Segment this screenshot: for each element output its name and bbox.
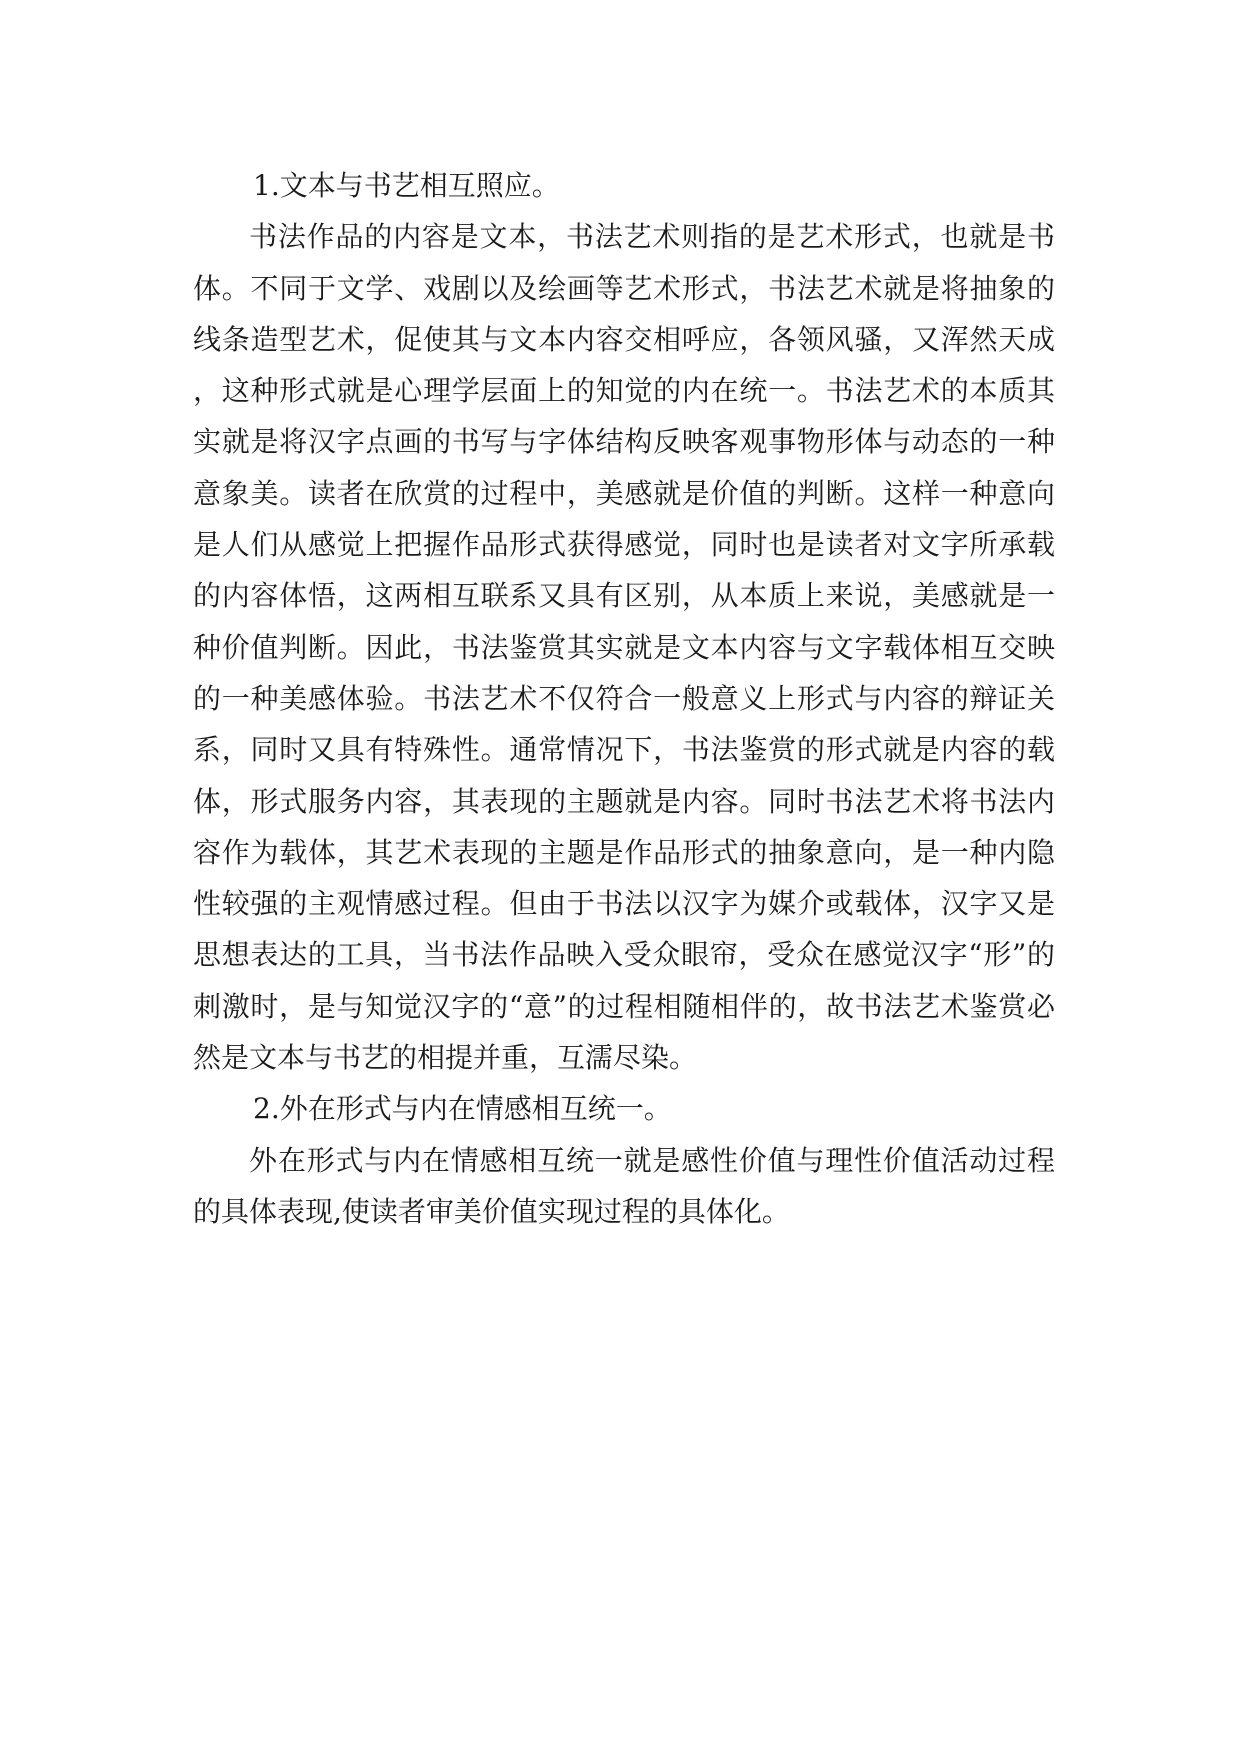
- body-paragraph-2: 外在形式与内在情感相互统一就是感性价值与理性价值活动过程的具体表现,使读者审美价值实现过程的具体化。: [193, 1143, 1055, 1228]
- document-body: [193, 160, 1055, 1237]
- body-paragraph-1: 书法作品的内容是文本，书法艺术则指的是艺术形式，也就是书体。不同于文学、戏剧以及绘画等艺术形式，书法艺术就是将抽象的线条造型艺术，促使其与文本内容交相呼应，各领风骚，又浑然天成，这种形式就是心理学层面上的知觉的内在统一。书法艺术的本质其实就是将汉字点画的书写与字体结构反映客观事物形体与动态的一种意象美。读者在欣赏的过程中，美感就是价值的判断。这样一种意向是人们从感觉上把握作品形式获得感觉，同时也是读者对文字所承载的内容体悟，这两相互联系又具有区别，从本质上来说，美感就是一种价值判断。因此，书法鉴赏其实就是文本内容与文字载体相互交映的一种美感体验。书法艺术不仅符合一般意义上形式与内容的辩证关系，同时又具有特殊性。通常情况下，书法鉴赏的形式就是内容的载体，形式服务内容，其表现的主题就是内容。同时书法艺术将书法内容作为载体，其艺术表现的主题是作品形式的抽象意向，是一种内隐性较强的主观情感过程。但由于书法以汉字为媒介或载体，汉字又是思想表达的工具，当书法作品映入受众眼帘，受众在感觉汉字“形”的刺激时，是与知觉汉字的“意”的过程相随相伴的，故书法艺术鉴赏必然是文本与书艺的相提并重，互濡尽染。: [193, 220, 1055, 1075]
- section-heading-2: 2.外在形式与内在情感相互统一。: [253, 1092, 672, 1126]
- section-heading-1: 1.文本与书艺相互照应。: [253, 169, 560, 202]
